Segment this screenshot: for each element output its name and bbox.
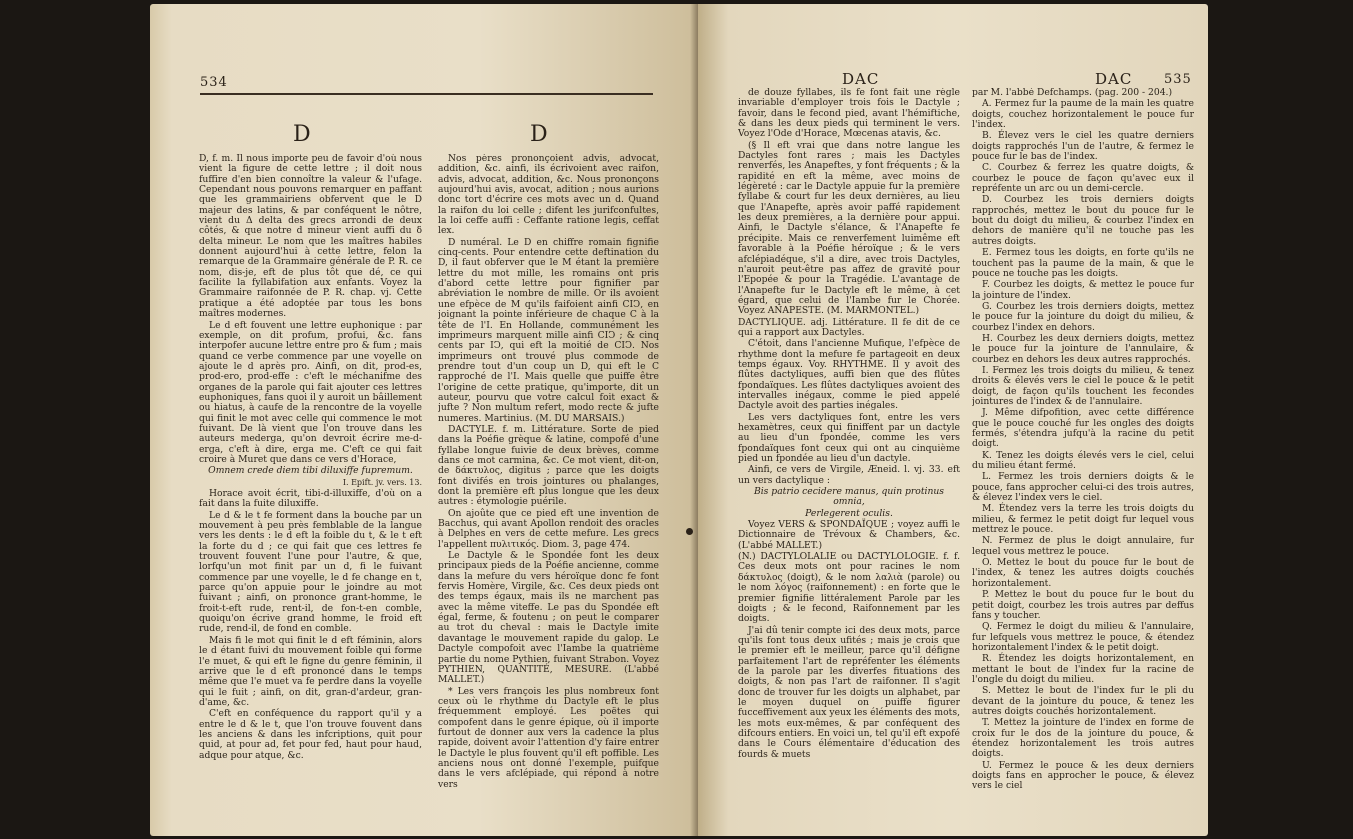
paragraph: C'eft en conféquence du rapport qu'il y a entre le d & le t, que l'on trouve fouvent dans les anciens & dans les infcriptions, quit pour quid, at pour ad, fet pour fed, haut pour haud, adque pour atque, &c. bbox=[199, 708, 422, 761]
page-number-right: 535 bbox=[1164, 72, 1192, 87]
paragraph: On ajoûte que ce pied eft une invention de Bacchus, qui avant Apollon rendoit des oracles à Delphes en vers de cette mefure. Les grecs l'appellent πυλιτικός. Diom. 3, page 474. bbox=[438, 507, 659, 550]
paragraph: Les vers dactyliques font, entre les vers hexamètres, ceux qui finiffent par un dactyle au lieu d'un fpondée, comme les vers fpondaïques font ceux qui ont au cinquième pied un fpondée au lieu d'un dactyle. bbox=[738, 411, 960, 465]
quotation: Omnem crede diem tibi diluxiffe fupremum. bbox=[208, 465, 413, 477]
alphabet-item: P. Mettez le bout du pouce fur le bout du petit doigt, courbez les trois autres par deffus fans y toucher. bbox=[972, 589, 1194, 621]
alphabet-item: H. Courbez les deux derniers doigts, mettez le pouce fur la jointure de l'annulaire, & courbez en dehors les deux autres rapprochés. bbox=[972, 332, 1194, 365]
paragraph: Nos pères prononçoient advis, advocat, addition, &c. ainfi, ils écrivoient avec raifon, advis, advocat, addition, &c. Nous prononçons aujourd'hui avis, avocat, adition ; nous aurions donc tort d'écrire ces mots avec un d. Quand la raifon du loi celle ; difent les jurifconfultes, la loi ceffe auffi : Ceffante ratione legis, ceffat lex. bbox=[438, 154, 659, 237]
left-page bbox=[150, 4, 698, 836]
quotation: Perlegerent oculis. bbox=[805, 507, 893, 519]
alphabet-item: G. Courbez les trois derniers doigts, mettez le pouce fur la jointure du doigt du milieu, & courbez l'index en dehors. bbox=[972, 300, 1194, 333]
running-head-left: DAC bbox=[842, 70, 880, 88]
paragraph: C'étoit, dans l'ancienne Mufique, l'efpèce de rhythme dont la mefure fe partageoit en deux temps égaux. Voy. RHYTHME. Il y avoit des flûtes dactyliques, auffi bien que des flûtes fpondaïques. Les flûtes dactyliques avoient des intervalles inégaux, comme le pied appelé Dactyle avoit des parties inégales. bbox=[738, 338, 960, 412]
alphabet-item: E. Fermez tous les doigts, en forte qu'ils ne touchent pas la paume de la main, & que le pouce ne touche pas les doigts. bbox=[972, 247, 1194, 279]
paragraph: D, f. m. Il nous importe peu de favoir d'où nous vient la figure de cette lettre ; il doit nous fuffire d'en bien connoître la valeur & l'ufage. Cependant nous pouvons remarquer en paffant que les grammairiens obfervent que le D majeur des latins, & par conféquent le nôtre, vient du Δ delta des grecs arrondi de deux côtés, & que notre d mineur vient auffi du δ delta mineur. Le nom que les maîtres habiles donnent aujourd'hui à cette lettre, felon la remarque de la Grammaire générale de P. R. ce nom, dis-je, eft de plus tôt que dé, ce qui facilite la fyllabifation aux enfants. Voyez la Grammaire raifonnée de P. R. chap. vj. Cette pratique a été adoptée par tous les bons maîtres modernes. bbox=[199, 154, 422, 320]
paragraph: Horace avoit écrit, tibi-d-illuxiffe, d'où on a fait dans la fuite diluxiffe. bbox=[199, 488, 422, 510]
section-letter-left: D bbox=[293, 122, 311, 147]
quotation: Bis patrio cecidere manus, quin protinus omnia, bbox=[753, 486, 945, 508]
paragraph: J'ai dû tenir compte ici des deux mots, parce qu'ils font tous deux ufités ; mais je crois que le premier eft le meilleur, parce qu'il défigne parfaitement l'art de repréfenter les éléments de la parole par les diverfes fituations des doigts, & non pas l'art de raifonner. Il s'agit donc de trouver fur les doigts un alphabet, par le moyen duquel on puiffe figurer fucceffivement aux yeux les éléments des mots, les mots eux-mêmes, & par conféquent des difcours entiers. En voici un, tel qu'il eft expofé dans le Cours élémentaire d'éducation des fourds & muets bbox=[738, 624, 960, 760]
running-head-right: DAC bbox=[1095, 70, 1133, 88]
right-page-column-2 bbox=[972, 88, 1194, 824]
alphabet-item: F. Courbez les doigts, & mettez le pouce fur la jointure de l'index. bbox=[972, 279, 1194, 301]
alphabet-item: R. Étendez les doigts horizontalement, en mettant le bout de l'index fur la racine de l'ongle du doigt du milieu. bbox=[972, 653, 1194, 685]
paragraph: Mais fi le mot qui finit le d eft féminin, alors le d étant fuivi du mouvement foible qui forme l'e muet, & qui eft le figne du genre féminin, il arrive que le d eft prononcé dans le temps même que l'e muet va fe perdre dans la voyelle qui le fuit ; ainfi, on dit, gran-d'ardeur, gran-d'ame, &c. bbox=[199, 634, 422, 708]
alphabet-item: D. Courbez les trois derniers doigts rapprochés, mettez le bout du pouce fur le bout du doigt du milieu, & courbez l'index en dehors de manière qu'il ne touche pas les autres doigts. bbox=[972, 194, 1194, 247]
alphabet-item: B. Élevez vers le ciel les quatre derniers doigts rapprochés l'un de l'autre, & fermez le pouce fur le bas de l'index. bbox=[972, 130, 1194, 163]
section-letter-right: D bbox=[530, 122, 548, 147]
alphabet-item: I. Fermez les trois doigts du milieu, & tenez droits & élevés vers le ciel le pouce & le petit doigt, de façon qu'ils touchent les fecondes jointures de l'index & de l'annulaire. bbox=[972, 364, 1194, 407]
paragraph: Ainfi, ce vers de Virgile, Æneid. l. vj. 33. eft un vers dactylique : bbox=[738, 464, 960, 486]
paragraph: (§ Il eft vrai que dans notre langue les Dactyles font rares ; mais les Dactyles renverfés, les Anapeftes, y font fréquents ; & la rapidité en eft la même, avec moins de légèreté : car le Dactyle appuie fur la première fyllabe & court fur les deux dernières, au lieu que l'Anapefte, après avoir paffé rapidement les deux premières, a la dernière pour appui. Ainfi, le Dactyle s'élance, & l'Anapefte fe précipite. Mais ce renverfement luimême eft favorable à la Poéfie héroïque ; & le vers afclépiadéque, s'il a dire, avec trois Dactyles, n'auroit peut-être pas affez de gravité pour l'Epopée & pour la Tragédie. L'avantage de l'Anapefte fur le Dactyle eft le même, à cet égard, que celui de l'Iambe fur le Chorée. Voyez ANAPESTE. (M. MARMONTEL.) bbox=[738, 139, 960, 317]
paragraph: D numéral. Le D en chiffre romain fignifie cinq-cents. Pour entendre cette deftination du D, il faut obferver que le M étant la première lettre du mot mille, les romains ont pris d'abord cette lettre pour fignifier par abréviation le nombre de mille. Or ils avoient une efpèce de M qu'ils faifoient ainfi CIↃ, en joignant la pointe inférieure de chaque C à la tête de l'I. En Hollande, communément les imprimeurs marquent mille ainfi CIↃ ; & cinq cents par IↃ, qui eft la moitié de CIↃ. Nos imprimeurs ont trouvé plus commode de prendre tout d'un coup un D, qui eft le C rapproché de l'I. Mais quelle que puiffe être l'origine de cette pratique, qu'importe, dit un auteur, pourvu que votre calcul foit exact & jufte ? Non multum refert, modo recte & jufte numeres. Martinius. (M. DU MARSAIS.) bbox=[438, 236, 659, 424]
citation: I. Epift. jv. vers. 13. bbox=[342, 477, 422, 487]
paragraph: Le Dactyle & le Spondée font les deux principaux pieds de la Poéfie ancienne, comme dans la mefure du vers héroïque donc fe font fervis Homère, Virgile, &c. Ces deux pieds ont des temps égaux, mais ils ne marchent pas avec la même viteffe. Le pas du Spondée eft égal, ferme, & foutenu ; on peut le comparer au trot du cheval : mais le Dactyle imite davantage le mouvement rapide du galop. Le Dactyle compofoit avec l'Iambe la quatrième partie du nome Pythien, fuivant Strabon. Voyez PYTHIEN, QUANTITÉ, MESURE. (L'abbé MALLET.) bbox=[438, 550, 659, 686]
alphabet-item: O. Mettez le bout du pouce fur le bout de l'index, & tenez les autres doigts couchés horizontalement. bbox=[972, 557, 1194, 589]
paragraph: Voyez VERS & SPONDAÏQUE ; voyez auffi le Dictionnaire de Trévoux & Chambers, &c. (L'abbé MALLET.) bbox=[738, 519, 960, 551]
alphabet-item: K. Tenez les doigts élevés vers le ciel, celui du milieu étant fermé. bbox=[972, 449, 1194, 472]
left-page-column-1 bbox=[199, 154, 422, 824]
paragraph: Le d & le t fe forment dans la bouche par un mouvement à peu près femblable de la langue vers les dents : le d eft la foible du t, & le t eft la forte du d ; ce qui fait que ces lettres fe trouvent fouvent l'une pour l'autre, & que, lorfqu'un mot finit par un d, fi le fuivant commence par une voyelle, le d fe change en t, parce qu'on appuie pour le joindre au mot fuivant ; ainfi, on prononce grant-homme, le froit-t-eft rude, rent-il, de fon-t-en comble, quoiqu'on écrive grand homme, le froid eft rude, rend-il, de fond en comble. bbox=[199, 509, 422, 635]
right-page-column-1 bbox=[738, 88, 960, 824]
alphabet-item: M. Étendez vers la terre les trois doigts du milieu, & fermez le petit doigt fur lequel vous mettrez le pouce. bbox=[972, 503, 1194, 536]
binding-mark bbox=[686, 528, 693, 535]
alphabet-item: A. Fermez fur la paume de la main les quatre doigts, couchez horizontalement le pouce fur l'index. bbox=[972, 98, 1194, 131]
paragraph: Le d eft fouvent une lettre euphonique : par exemple, on dit profum, profui, &c. fans interpofer aucune lettre entre pro & fum ; mais quand ce verbe commence par une voyelle on ajoute le d après pro. Ainfi, on dit, prod-es, prod-ero, prod-effe : c'eft le méchanifme des organes de la parole qui fait ajouter ces lettres euphoniques, fans quoi il y auroit un bâillement ou hiatus, à caufe de la rencontre de la voyelle qui finit le mot avec celle qui commence le mot fuivant. De là vient que l'on trouve dans les auteurs mederga, qu'on devroit écrire me-d-erga, c'eft à dire, erga me. C'eft ce qui fait croire à Muret que dans ce vers d'Horace, bbox=[199, 319, 422, 465]
alphabet-item: C. Courbez & ferrez les quatre doigts, & courbez le pouce de façon qu'avec eux il repréfente un arc ou un demi-cercle. bbox=[972, 162, 1194, 195]
alphabet-item: Q. Fermez le doigt du milieu & l'annulaire, fur lefquels vous mettrez le pouce, & étendez horizontalement l'index & le petit doigt. bbox=[972, 621, 1194, 653]
paragraph: * Les vers françois les plus nombreux font ceux où le rhythme du Dactyle eft le plus fréquemment employé. Les poëtes qui compofent dans le genre épique, où il importe furtout de donner aux vers la cadence la plus rapide, doivent avoir l'attention d'y faire entrer le Dactyle le plus fouvent qu'il eft poffible. Les anciens nous ont donné l'exemple, puifque dans le vers afclépiade, qui répond à notre vers bbox=[438, 685, 659, 790]
header-rule-left bbox=[200, 93, 653, 95]
paragraph: DACTYLE. f. m. Littérature. Sorte de pied dans la Poéfie grèque & latine, compofé d'une fyllabe longue fuivie de deux brèves, comme dans ce mot carmina, &c. Ce mot vient, dit-on, de δάκτυλος, digitus ; parce que les doigts font divifés en trois jointures ou phalanges, dont la première eft plus longue que les deux autres : étymologie puérile. bbox=[438, 423, 659, 508]
left-page-column-2 bbox=[438, 154, 659, 824]
alphabet-item: U. Fermez le pouce & les deux derniers doigts fans en approcher le pouce, & élevez vers le ciel bbox=[972, 759, 1194, 792]
alphabet-item: L. Fermez les trois derniers doigts & le pouce, fans approcher celui-ci des trois autres, & élevez l'index vers le ciel. bbox=[972, 471, 1194, 504]
paragraph: de douze fyllabes, ils fe font fait une règle invariable d'employer trois fois le Dactyle ; favoir, dans le fecond pied, avant l'hémiftiche, & dans les deux pieds qui terminent le vers. Voyez l'Ode d'Horace, Mœcenas atavis, &c. bbox=[738, 88, 960, 140]
alphabet-item: T. Mettez la jointure de l'index en forme de croix fur le dos de la jointure du pouce, & étendez horizontalement les trois autres doigts. bbox=[972, 717, 1194, 760]
paragraph: DACTYLIQUE. adj. Littérature. Il fe dit de ce qui a rapport aux Dactyles. bbox=[738, 316, 960, 338]
alphabet-item: N. Fermez de plus le doigt annulaire, fur lequel vous mettrez le pouce. bbox=[972, 535, 1194, 557]
page-number-left: 534 bbox=[200, 75, 228, 90]
alphabet-item: S. Mettez le bout de l'index fur le pli du devant de la jointure du pouce, & tenez les autres doigts couchés horizontalement. bbox=[972, 685, 1194, 717]
paragraph: (N.) DACTYLOLALIE ou DACTYLOLOGIE. f. f. Ces deux mots ont pour racines le nom δάκτυλος (doigt), & le nom λαλιὰ (parole) ou le nom λόγος (raifonnement) : en forte que le premier fignifie littéralement Parole par les doigts ; & le fecond, Raifonnement par les doigts. bbox=[738, 551, 960, 625]
paragraph: par M. l'abbé Defchamps. (pag. 200 - 204.) bbox=[972, 88, 1173, 98]
right-page bbox=[698, 4, 1208, 836]
alphabet-item: J. Même difpofition, avec cette différence que le pouce couché fur les ongles des doigts fermés, s'étendra jufqu'à la racine du petit doigt. bbox=[972, 407, 1194, 450]
